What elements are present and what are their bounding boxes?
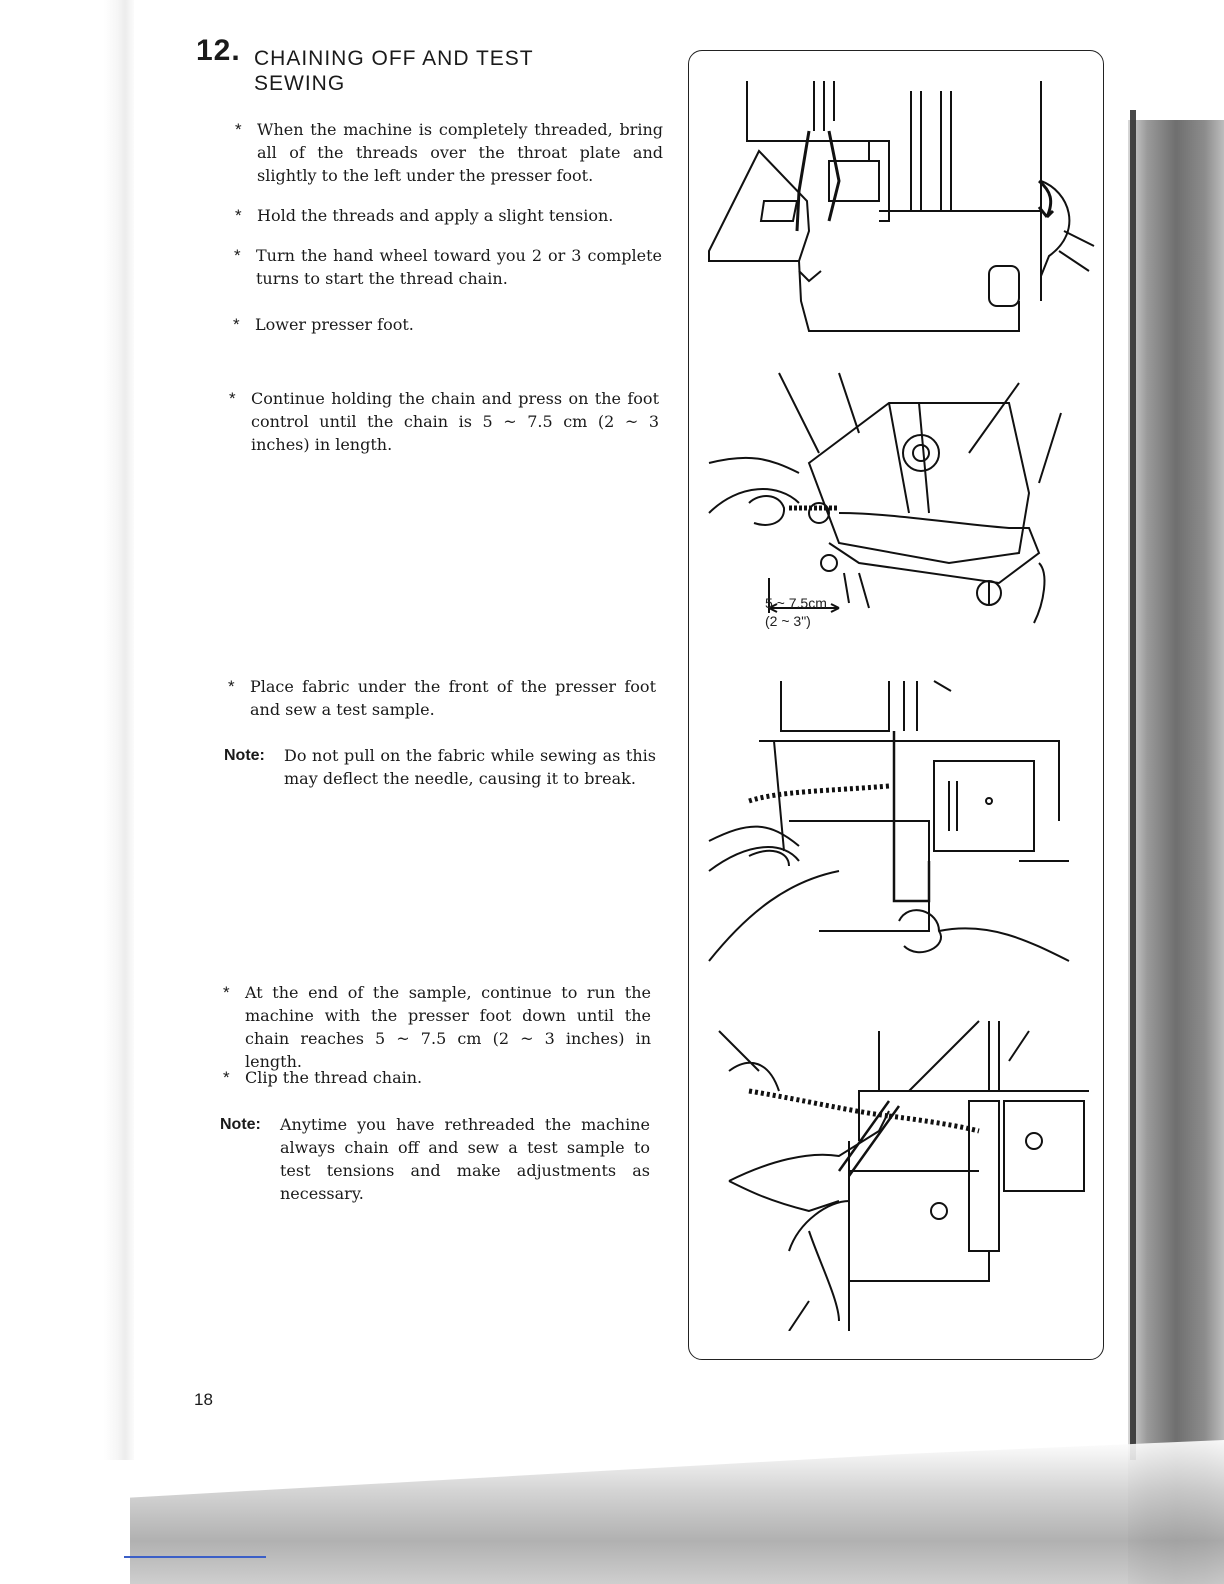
bullet-star: *: [234, 246, 241, 265]
section-title: CHAINING OFF AND TEST SEWING: [254, 47, 534, 95]
figure-clip-chain: [689, 1001, 1104, 1331]
instruction-text: When the machine is completely threaded, bring all of the threads over the throat plate and slightly to the left under the presser foot.: [257, 120, 663, 185]
instruction-clip-chain: [223, 1066, 651, 1089]
chain-length-metric-label: 5 ~ 7.5cm: [765, 595, 827, 611]
instruction-text: Lower presser foot.: [255, 315, 414, 334]
bullet-star: *: [229, 389, 236, 408]
note-text: Do not pull on the fabric while sewing as this may deflect the needle, causing it to break.: [284, 746, 656, 788]
bullet-star: *: [223, 1068, 230, 1087]
bullet-star: *: [235, 206, 242, 225]
instruction-text: Clip the thread chain.: [245, 1068, 423, 1087]
figure-chain-length: [689, 363, 1104, 633]
instruction-text: Place fabric under the front of the presser foot and sew a test sample.: [250, 677, 656, 719]
figure-threaded-machine: [689, 71, 1104, 371]
chain-length-inches-label: (2 ~ 3"): [765, 613, 811, 629]
instruction-place-fabric: [228, 675, 656, 721]
note-label: Note:: [220, 1116, 261, 1133]
scan-page-edge: [1130, 110, 1136, 1460]
instruction-hold-threads: [235, 204, 663, 227]
figure-test-sample: [689, 671, 1104, 971]
scan-bottom-shadow: [130, 1440, 1224, 1584]
instruction-text: Continue holding the chain and press on the foot control until the chain is 5 ~ 7.5 cm (2 ~ 3 inches) in length.: [251, 389, 659, 454]
instruction-threading: [235, 118, 663, 187]
scan-right-shadow: [1128, 120, 1224, 1584]
note-label: Note:: [224, 747, 265, 764]
scan-bottom-line: [124, 1556, 266, 1558]
scan-left-edge: [104, 0, 134, 1460]
instruction-text: Turn the hand wheel toward you 2 or 3 complete turns to start the thread chain.: [256, 246, 662, 288]
instruction-lower-foot: [233, 313, 661, 336]
instruction-text: Hold the threads and apply a slight tension.: [257, 206, 614, 225]
instruction-text: At the end of the sample, continue to run the machine with the presser foot down until the chain reaches 5 ~ 7.5 cm (2 ~ 3 inches) in length.: [245, 983, 651, 1071]
section-number: 12.: [196, 34, 241, 67]
note-text: Anytime you have rethreaded the machine always chain off and sew a test sample to test tensions and make adjustments as necessary.: [280, 1115, 650, 1203]
bullet-star: *: [233, 315, 240, 334]
instruction-foot-control: [229, 387, 659, 456]
bullet-star: *: [228, 677, 235, 696]
bullet-star: *: [235, 120, 242, 139]
page-number: 18: [194, 1390, 213, 1409]
illustration-panel: [688, 50, 1104, 1360]
instruction-hand-wheel: [234, 244, 662, 290]
instruction-end-of-sample: [223, 981, 651, 1073]
bullet-star: *: [223, 983, 230, 1002]
